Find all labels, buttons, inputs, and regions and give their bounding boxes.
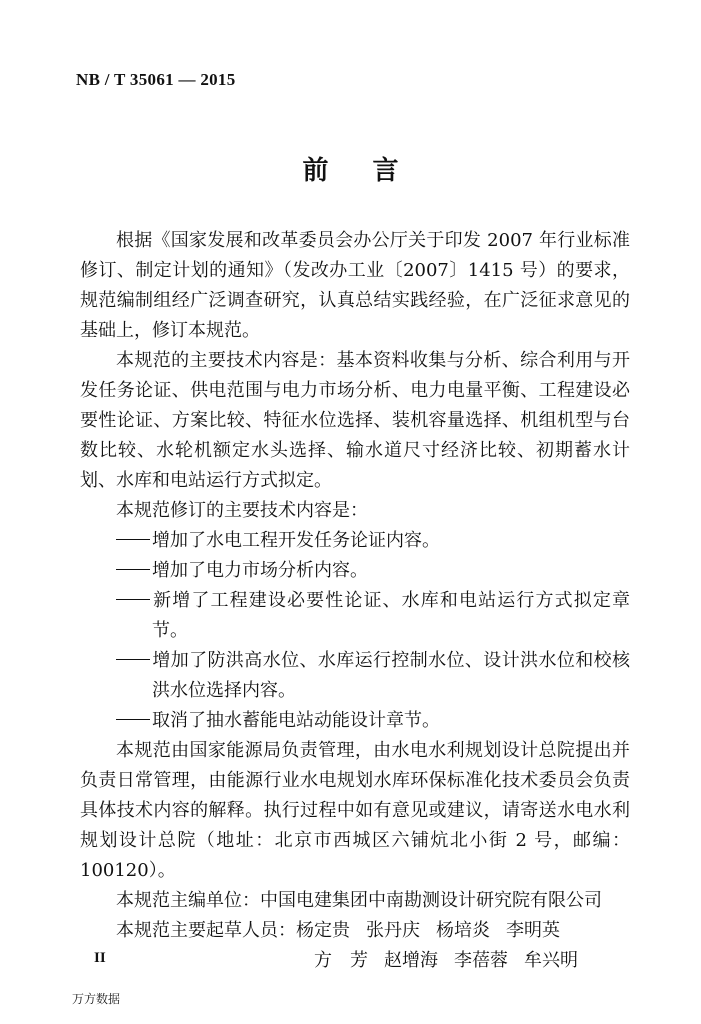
intro-paragraph: 根据《国家发展和改革委员会办公厅关于印发 2007 年行业标准修订、制定计划的通知》（发改办工业〔2007〕1415 号）的要求，规范编制组经广泛调查研究，认真总结实践经验，在广泛征求意见的基础上，修订本规范。 [80, 230, 630, 341]
revision-item [80, 706, 630, 736]
drafter-name: 李明英 [506, 920, 560, 941]
revision-item-text: 新增了工程建设必要性论证、水库和电站运行方式拟定章节。 [152, 590, 630, 641]
revision-item-text: 取消了抽水蓄能电站动能设计章节。 [152, 710, 440, 731]
revision-item [80, 526, 630, 556]
revision-item [80, 586, 630, 646]
preface-body [80, 226, 630, 976]
management-paragraph: 本规范由国家能源局负责管理，由水电水利规划设计总院提出并负责日常管理，由能源行业水电规划水库环保标准化技术委员会负责具体技术内容的解释。执行过程中如有意见或建议，请寄送水电水利规划设计总院（地址：北京市西城区六铺炕北小街 2 号，邮编：100120）。 [80, 740, 630, 881]
drafter-name: 方 芳 [314, 950, 368, 971]
drafter-name: 牟兴明 [524, 950, 578, 971]
drafters-row-2 [80, 946, 630, 976]
dash-mark [116, 556, 152, 586]
revision-item [80, 556, 630, 586]
dash-mark [116, 586, 152, 616]
revision-item-text: 增加了防洪高水位、水库运行控制水位、设计洪水位和校核洪水位选择内容。 [152, 650, 630, 701]
watermark: 万方数据 [72, 992, 121, 1006]
revision-item [80, 646, 630, 706]
dash-mark [116, 646, 152, 676]
page-number: II [94, 950, 106, 966]
drafter-name: 李蓓蓉 [454, 950, 508, 971]
revision-intro-paragraph: 本规范修订的主要技术内容是： [116, 500, 368, 521]
drafter-name: 杨培炎 [436, 920, 490, 941]
drafters-row-1 [80, 916, 630, 946]
drafters-label: 本规范主要起草人员： [116, 920, 296, 941]
drafter-name: 杨定贵 [296, 920, 350, 941]
revision-item-text: 增加了电力市场分析内容。 [152, 560, 368, 581]
standard-code: NB / T 35061 — 2015 [76, 70, 236, 89]
chief-editor-line: 本规范主编单位：中国电建集团中南勘测设计研究院有限公司 [116, 890, 602, 911]
revision-item-text: 增加了水电工程开发任务论证内容。 [152, 530, 440, 551]
main-content-paragraph: 本规范的主要技术内容是：基本资料收集与分析、综合利用与开发任务论证、供电范围与电力市场分析、电力电量平衡、工程建设必要性论证、方案比较、特征水位选择、装机容量选择、机组机型与台数比较、水轮机额定水头选择、输水道尺寸经济比较、初期蓄水计划、水库和电站运行方式拟定。 [80, 350, 630, 491]
drafter-name: 张丹庆 [366, 920, 420, 941]
dash-mark [116, 526, 152, 556]
drafter-name: 赵增海 [384, 950, 438, 971]
dash-mark [116, 706, 152, 736]
page-title: 前言 [302, 156, 443, 186]
